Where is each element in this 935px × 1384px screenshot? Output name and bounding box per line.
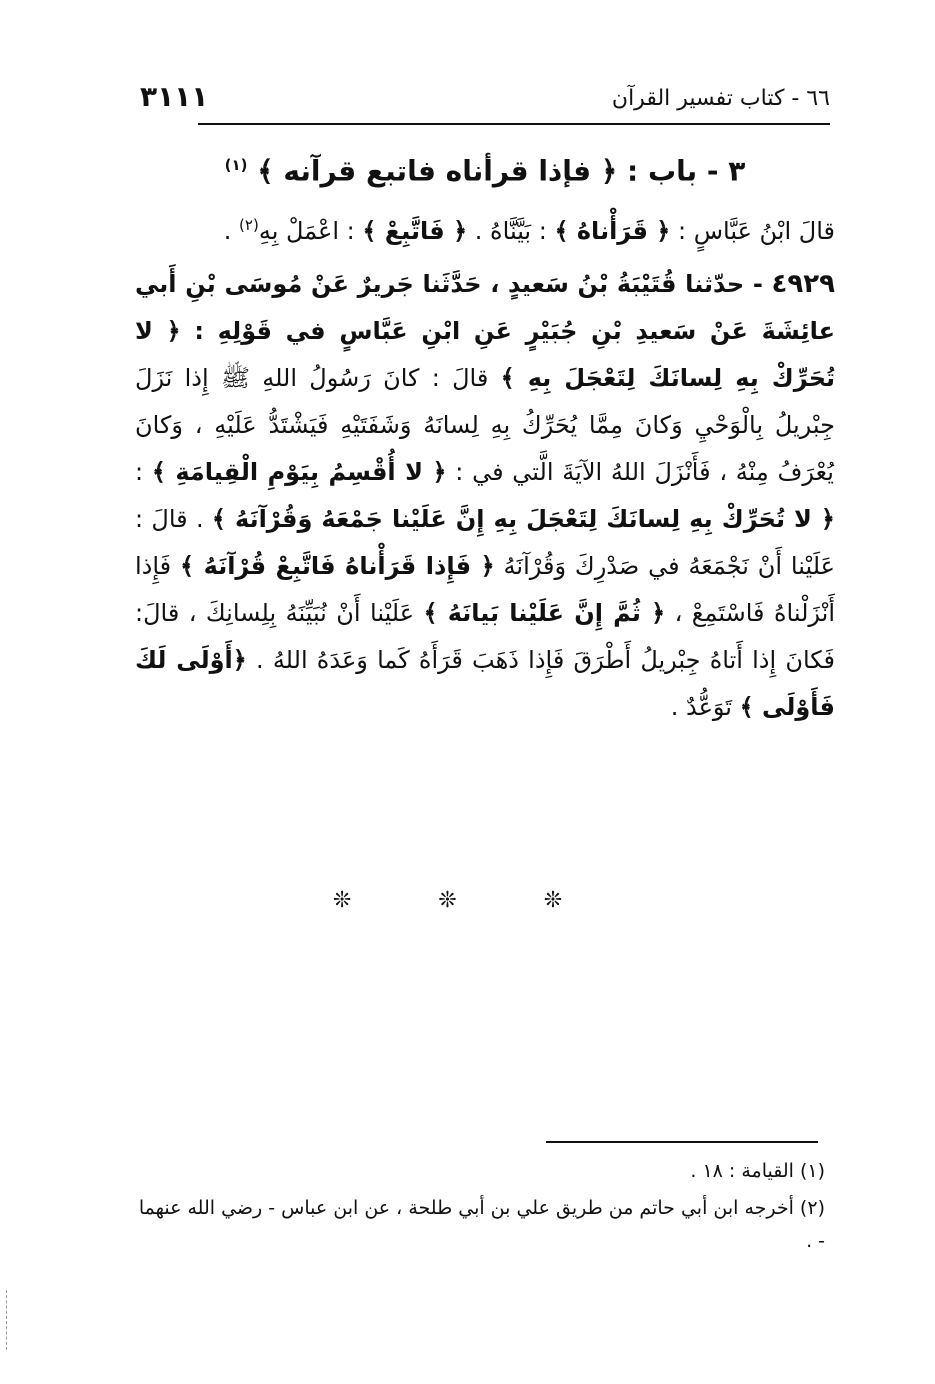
intro-paragraph bbox=[135, 202, 835, 255]
chapter-heading bbox=[135, 142, 835, 194]
quran-quote: ﴿ فَإِذا قَرَأْناهُ فَاتَّبِعْ قُرْآنَهُ ﴾ bbox=[180, 552, 495, 581]
hadith-number: ٤٩٢٩ bbox=[771, 269, 835, 300]
footnotes bbox=[135, 1155, 825, 1262]
scan-margin-marks bbox=[6, 1290, 9, 1350]
hadith-text: . قالَ : عَلَيْنا أَنْ نَجْمَعَهُ في صَدْرِكَ وَقُرْآنَهُ bbox=[135, 505, 835, 581]
page-header bbox=[140, 80, 830, 116]
hadith-text: قالَ : كانَ رَسُولُ اللهِ ﷺ إِذا نَزَلَ جِبْريلُ بِالْوَحْيِ وَكانَ مِمَّا يُحَرِّكُ بِهِ لِسانَهُ وَشَفَتَيْهِ فَيَشْتَدُّ عَلَيْهِ ، وَكانَ يُعْرَفُ مِنْهُ ، فَأَنْزَلَ اللهُ الآيَةَ الَّتي في : bbox=[135, 364, 835, 487]
hadith-text: تَوَعُّدٌ . bbox=[670, 693, 732, 722]
footnote-ref-1: (١) bbox=[224, 156, 248, 174]
hadith-text: عَلَيْنا أَنْ نُبَيِّنَهُ بِلِسانِكَ ، قالَ: فَكانَ إِذا أَتاهُ جِبْريلُ أَطْرَقَ فَإِذا ذَهَبَ قَرَأَهُ كَما وَعَدَهُ اللهُ . bbox=[135, 599, 836, 675]
quran-quote: ﴿ لا تُحَرِّكْ بِهِ لِسانَكَ لِتَعْجَلَ بِهِ إِنَّ عَلَيْنا جَمْعَهُ وَقُرْآنَهُ ﴾ bbox=[211, 505, 835, 534]
quran-quote: ﴿أَوْلَى لَكَ فَأَوْلَى ﴾ bbox=[135, 646, 835, 722]
hadith-text: : bbox=[135, 458, 144, 487]
chapter-title: ٦٦ - كتاب تفسير القرآن bbox=[611, 86, 830, 111]
footnote-2: (٢) أخرجه ابن أبي حاتم من طريق علي بن أبي طلحة ، عن ابن عباس - رضي الله عنهما - . bbox=[138, 1197, 825, 1252]
hadith-paragraph bbox=[135, 261, 835, 731]
main-text bbox=[135, 136, 835, 731]
quran-quote: ﴿ فَاتَّبِعْ ﴾ bbox=[362, 217, 468, 246]
quran-quote: ﴿ قَرَأْناهُ ﴾ bbox=[554, 217, 671, 246]
quran-quote: ﴿ ثُمَّ إِنَّ عَلَيْنا بَيانَهُ ﴾ bbox=[423, 599, 666, 628]
header-rule bbox=[198, 123, 830, 125]
quran-quote: ﴿ لا أُقْسِمُ بِيَوْمِ الْقِيامَةِ ﴾ bbox=[151, 458, 447, 487]
intro-text-1: قالَ ابْنُ عَبَّاسٍ : bbox=[670, 217, 835, 246]
hadith-text: فَإِذا أَنْزَلْناهُ فَاسْتَمِعْ ، bbox=[135, 552, 835, 628]
footnote-rule bbox=[546, 1141, 818, 1143]
quran-quote: ﴿ لا تُحَرِّكْ بِهِ لِسانَكَ لِتَعْجَلَ بِهِ ﴾ bbox=[135, 317, 836, 393]
footnote-1: (١) القيامة : ١٨ . bbox=[690, 1160, 825, 1182]
footnote-ref-2: (٢) bbox=[239, 216, 259, 235]
hadith-isnad: - حدّثنا قُتَيْبَةُ بْنُ سَعيدٍ ، حَدَّثَنا جَريرٌ عَنْ مُوسَى بْنِ أَبي عائِشَةَ عَنْ سَعيدِ بْنِ جُبَيْرٍ عَنِ ابْنِ عَبَّاسٍ في قَوْلِهِ : bbox=[135, 270, 835, 346]
intro-text-3: : اعْمَلْ بِهِ bbox=[258, 217, 355, 246]
page-number: ٣١١١ bbox=[140, 80, 209, 113]
section-separator: ❊ ❊ ❊ bbox=[332, 888, 603, 913]
intro-text-2: : بَيَّنَّاهُ . bbox=[467, 217, 547, 246]
intro-end: . bbox=[223, 217, 240, 246]
chapter-heading-text: ٣ - باب : ﴿ فإذا قرأناه فاتبع قرآنه ﴾ bbox=[257, 154, 746, 188]
